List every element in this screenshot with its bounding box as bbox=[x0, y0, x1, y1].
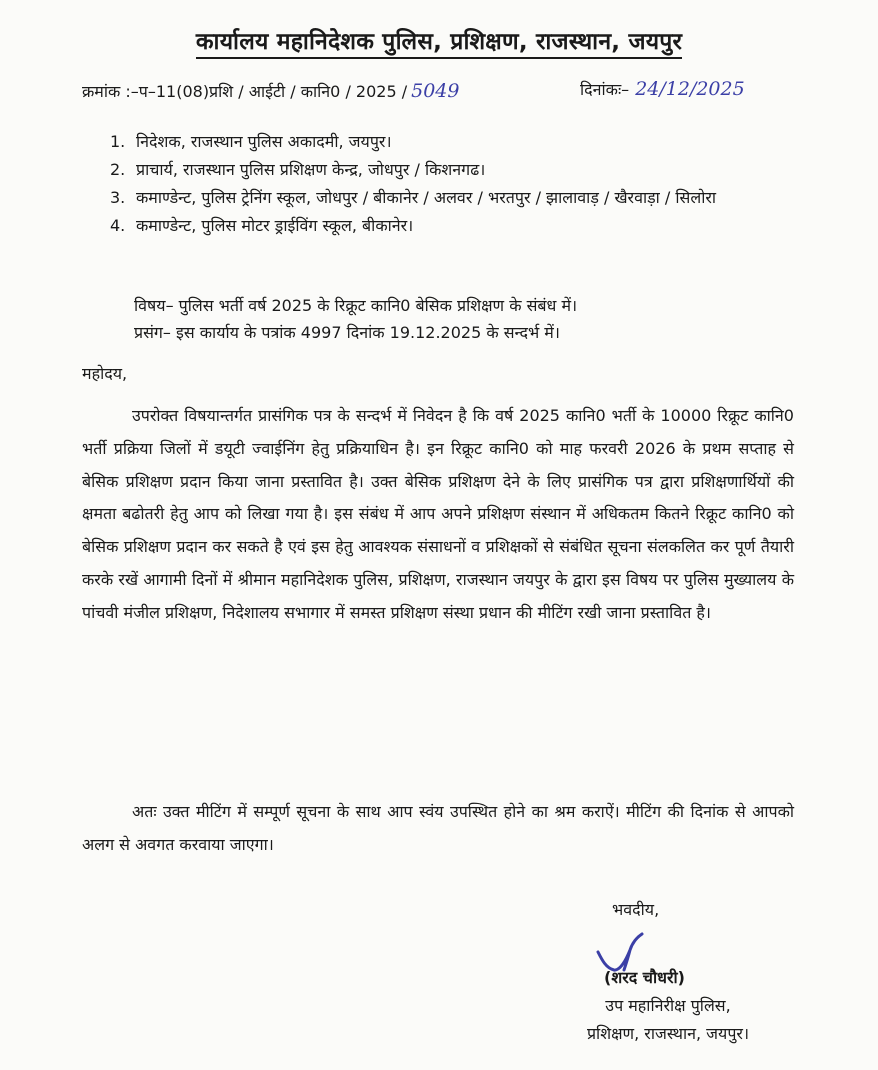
context-line: प्रसंग– इस कार्याय के पत्रांक 4997 दिनांक 19.12.2025 के सन्दर्भ में। bbox=[134, 323, 560, 342]
salutation: महोदय, bbox=[82, 364, 128, 383]
body-paragraph-2: अतः उक्त मीटिंग में सम्पूर्ण सूचना के साथ आप स्वंय उपस्थित होने का श्रम कराऐं। मीटिंग की दिनांक से आपको अलग से अवगत करवाया जाएगा। bbox=[82, 802, 794, 854]
reference-number-handwritten: 5049 bbox=[411, 80, 460, 102]
addressee-item bbox=[110, 156, 790, 184]
reference-label: क्रमांक :–प–11(08)प्रशि / आईटी / कानि0 / 2025 / bbox=[82, 82, 408, 101]
addressee-item bbox=[110, 212, 790, 240]
addressee-item bbox=[110, 184, 790, 212]
addressee-number: 3. bbox=[110, 188, 126, 207]
addressee-text: कमाण्डेन्ट, पुलिस ट्रेनिंग स्कूल, जोधपुर / बीकानेर / अलवर / भरतपुर / झालावाड़ / खैरवाड़ा / सिलोरा bbox=[136, 188, 717, 207]
date-line bbox=[580, 78, 745, 100]
signatory-office: प्रशिक्षण, राजस्थान, जयपुर। bbox=[586, 1024, 750, 1043]
closing-text: भवदीय, bbox=[612, 900, 660, 919]
addressee-number: 4. bbox=[110, 216, 126, 235]
addressee-item bbox=[110, 128, 790, 156]
addressee-number: 2. bbox=[110, 160, 126, 179]
subject-line: विषय– पुलिस भर्ती वर्ष 2025 के रिक्रूट कानि0 बेसिक प्रशिक्षण के संबंध में। bbox=[134, 296, 578, 315]
date-handwritten: 24/12/2025 bbox=[635, 78, 745, 100]
signatory-designation: उप महानिरीक्ष पुलिस, bbox=[605, 996, 731, 1015]
subject-block bbox=[134, 292, 814, 346]
office-title: कार्यालय महानिदेशक पुलिस, प्रशिक्षण, राजस्थान, जयपुर bbox=[196, 29, 682, 59]
addressee-text: कमाण्डेन्ट, पुलिस मोटर ड्राईविंग स्कूल, बीकानेर। bbox=[136, 216, 414, 235]
addressee-number: 1. bbox=[110, 132, 126, 151]
addressee-list bbox=[110, 128, 790, 240]
letter-heading bbox=[0, 24, 878, 56]
addressee-text: निदेशक, राजस्थान पुलिस अकादमी, जयपुर। bbox=[136, 132, 392, 151]
signatory-role bbox=[548, 992, 788, 1048]
signatory-name: (शरद चौधरी) bbox=[604, 968, 685, 987]
addressee-text: प्राचार्य, राजस्थान पुलिस प्रशिक्षण केन्द्र, जोधपुर / किशनगढ। bbox=[136, 160, 486, 179]
reference-line bbox=[82, 80, 459, 102]
body-paragraph-1: उपरोक्त विषयान्तर्गत प्रासंगिक पत्र के सन्दर्भ में निवेदन है कि वर्ष 2025 कानि0 भर्ती के 10000 रिक्रूट कानि0 भर्ती प्रक्रिया जिलों में डयूटी ज्वाईनिंग हेतु प्रक्रियाधिन है। इन रिक्रूट कानि0 को माह फरवरी 2026 के प्रथम सप्ताह से बेसिक प्रशिक्षण प्रदान किया जाना प्रस्तावित है। उक्त बेसिक प्रशिक्षण देने के लिए प्रासंगिक पत्र द्वारा प्रशिक्षणार्थियों की क्षमता बढोतरी हेतु आप को लिखा गया है। इस संबंध में आप अपने प्रशिक्षण संस्थान में अधिकतम कितने रिक्रूट कानि0 को बेसिक प्रशिक्षण प्रदान कर सकते है एवं इस हेतु आवश्यक संसाधनों व प्रशिक्षकों से संबंधित सूचना संलकलित कर पूर्ण तैयारी करके रखें आगामी दिनों में श्रीमान महानिदेशक पुलिस, प्रशिक्षण, राजस्थान जयपुर के द्वारा इस विषय पर पुलिस मुख्यालय के पांचवी मंजील प्रशिक्षण, निदेशालय सभागार में समस्त प्रशिक्षण संस्था प्रधान की मीटिंग रखी जाना प्रस्तावित है। bbox=[82, 406, 794, 622]
date-label: दिनांकः– bbox=[580, 80, 630, 99]
